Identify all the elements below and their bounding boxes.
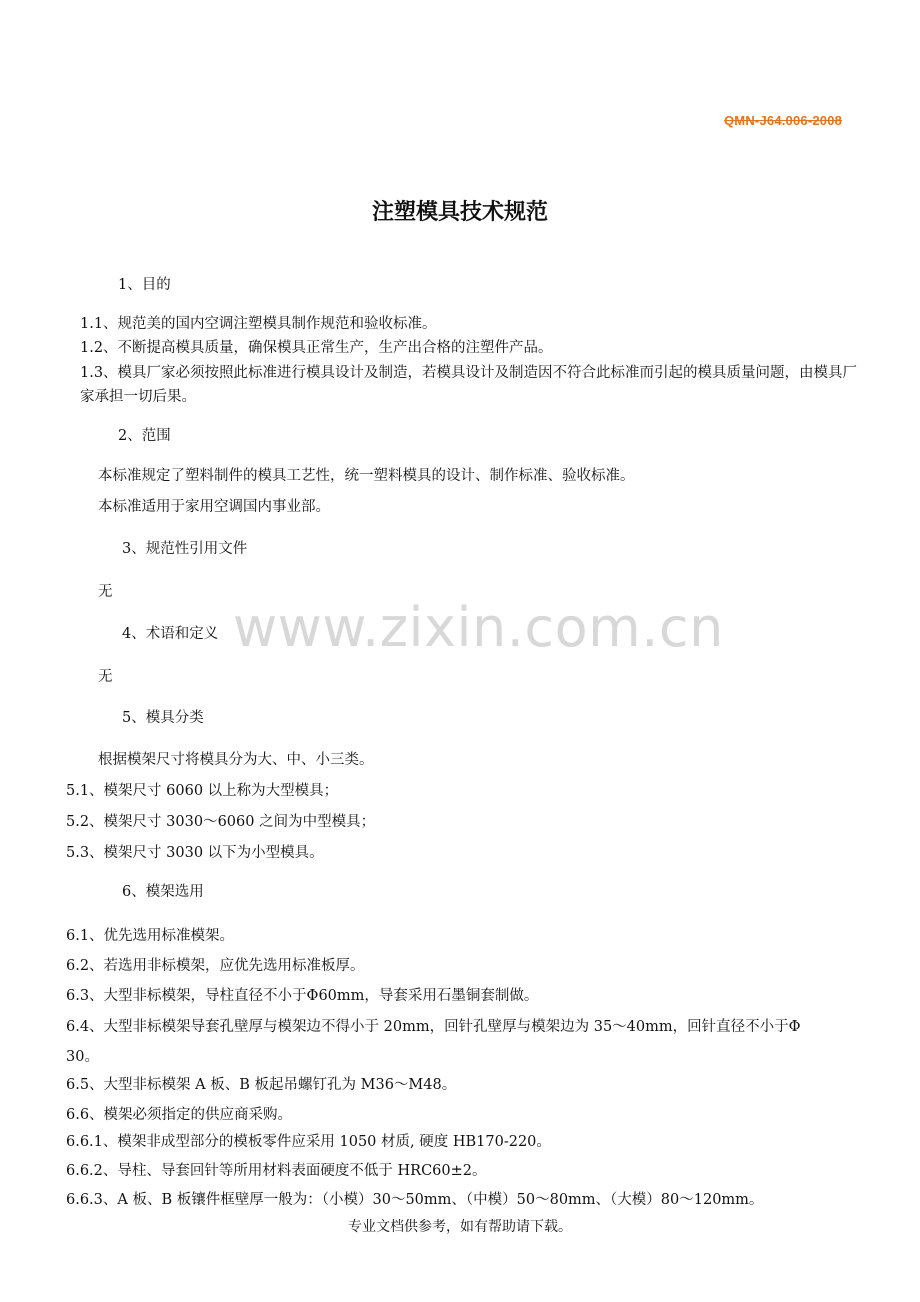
heading-purpose: 1、目的 [118,277,171,293]
clause-6-2: 6.2、若选用非标模架，应优先选用标准板厚。 [66,958,365,974]
clause-5-2: 5.2、模架尺寸 3030～6060 之间为中型模具； [66,814,376,830]
scope-text-1: 本标准规定了塑料制件的模具工艺性，统一塑料模具的设计、制作标准、验收标准。 [98,468,635,484]
clause-6-5: 6.5、大型非标模架 A 板、B 板起吊螺钉孔为 M36～M48。 [66,1077,457,1093]
clause-5-3: 5.3、模架尺寸 3030 以下为小型模具。 [66,845,324,861]
classification-intro: 根据模架尺寸将模具分为大、中、小三类。 [98,752,374,768]
scope-text-2: 本标准适用于家用空调国内事业部。 [98,499,330,515]
heading-mold-classification: 5、模具分类 [122,710,204,726]
clause-6-6-3: 6.6.3、A 板、B 板镶件框壁厚一般为：（小模）30～50mm、（中模）50～80mm、（大模）80～120mm。 [66,1192,764,1208]
clause-6-6-1: 6.6.1、模架非成型部分的模板零件应采用 1050 材质, 硬度 HB170-220。 [66,1134,551,1150]
heading-terms: 4、术语和定义 [122,626,219,642]
terms-text: 无 [98,669,113,685]
page-footer: 专业文档供参考，如有帮助请下载。 [348,1219,572,1235]
clause-1-2: 1.2、不断提高模具质量，确保模具正常生产，生产出合格的注塑件产品。 [80,340,553,356]
clause-1-3: 1.3、模具厂家必须按照此标准进行模具设计及制造，若模具设计及制造因不符合此标准而引起的模具质量问题，由模具厂家承担一切后果。 [80,365,858,405]
clause-6-1: 6.1、优先选用标准模架。 [66,928,235,944]
clause-1-1: 1.1、规范美的国内空调注塑模具制作规范和验收标准。 [80,316,437,332]
heading-mold-base-selection: 6、模架选用 [122,884,204,900]
clause-6-4-continued: 30。 [66,1049,99,1065]
clause-6-6-2: 6.6.2、导柱、导套回针等所用材料表面硬度不低于 HRC60±2。 [66,1163,487,1179]
heading-normative-references: 3、规范性引用文件 [122,541,248,557]
document-code: QMN-J64.006-2008 [724,113,843,128]
document-title: 注塑模具技术规范 [371,200,548,225]
heading-scope: 2、范围 [118,428,171,444]
clause-6-3: 6.3、大型非标模架，导柱直径不小于Φ60mm，导套采用石墨铜套制做。 [66,988,539,1004]
normative-references-text: 无 [98,584,113,600]
clause-5-1: 5.1、模架尺寸 6060 以上称为大型模具； [66,783,339,799]
watermark: www.zixin.com.cn [233,596,724,659]
clause-6-6: 6.6、模架必须指定的供应商采购。 [66,1107,293,1123]
clause-6-4: 6.4、大型非标模架导套孔壁厚与模架边不得小于 20mm，回针孔壁厚与模架边为 35～40mm，回针直径不小于Φ [66,1019,801,1035]
